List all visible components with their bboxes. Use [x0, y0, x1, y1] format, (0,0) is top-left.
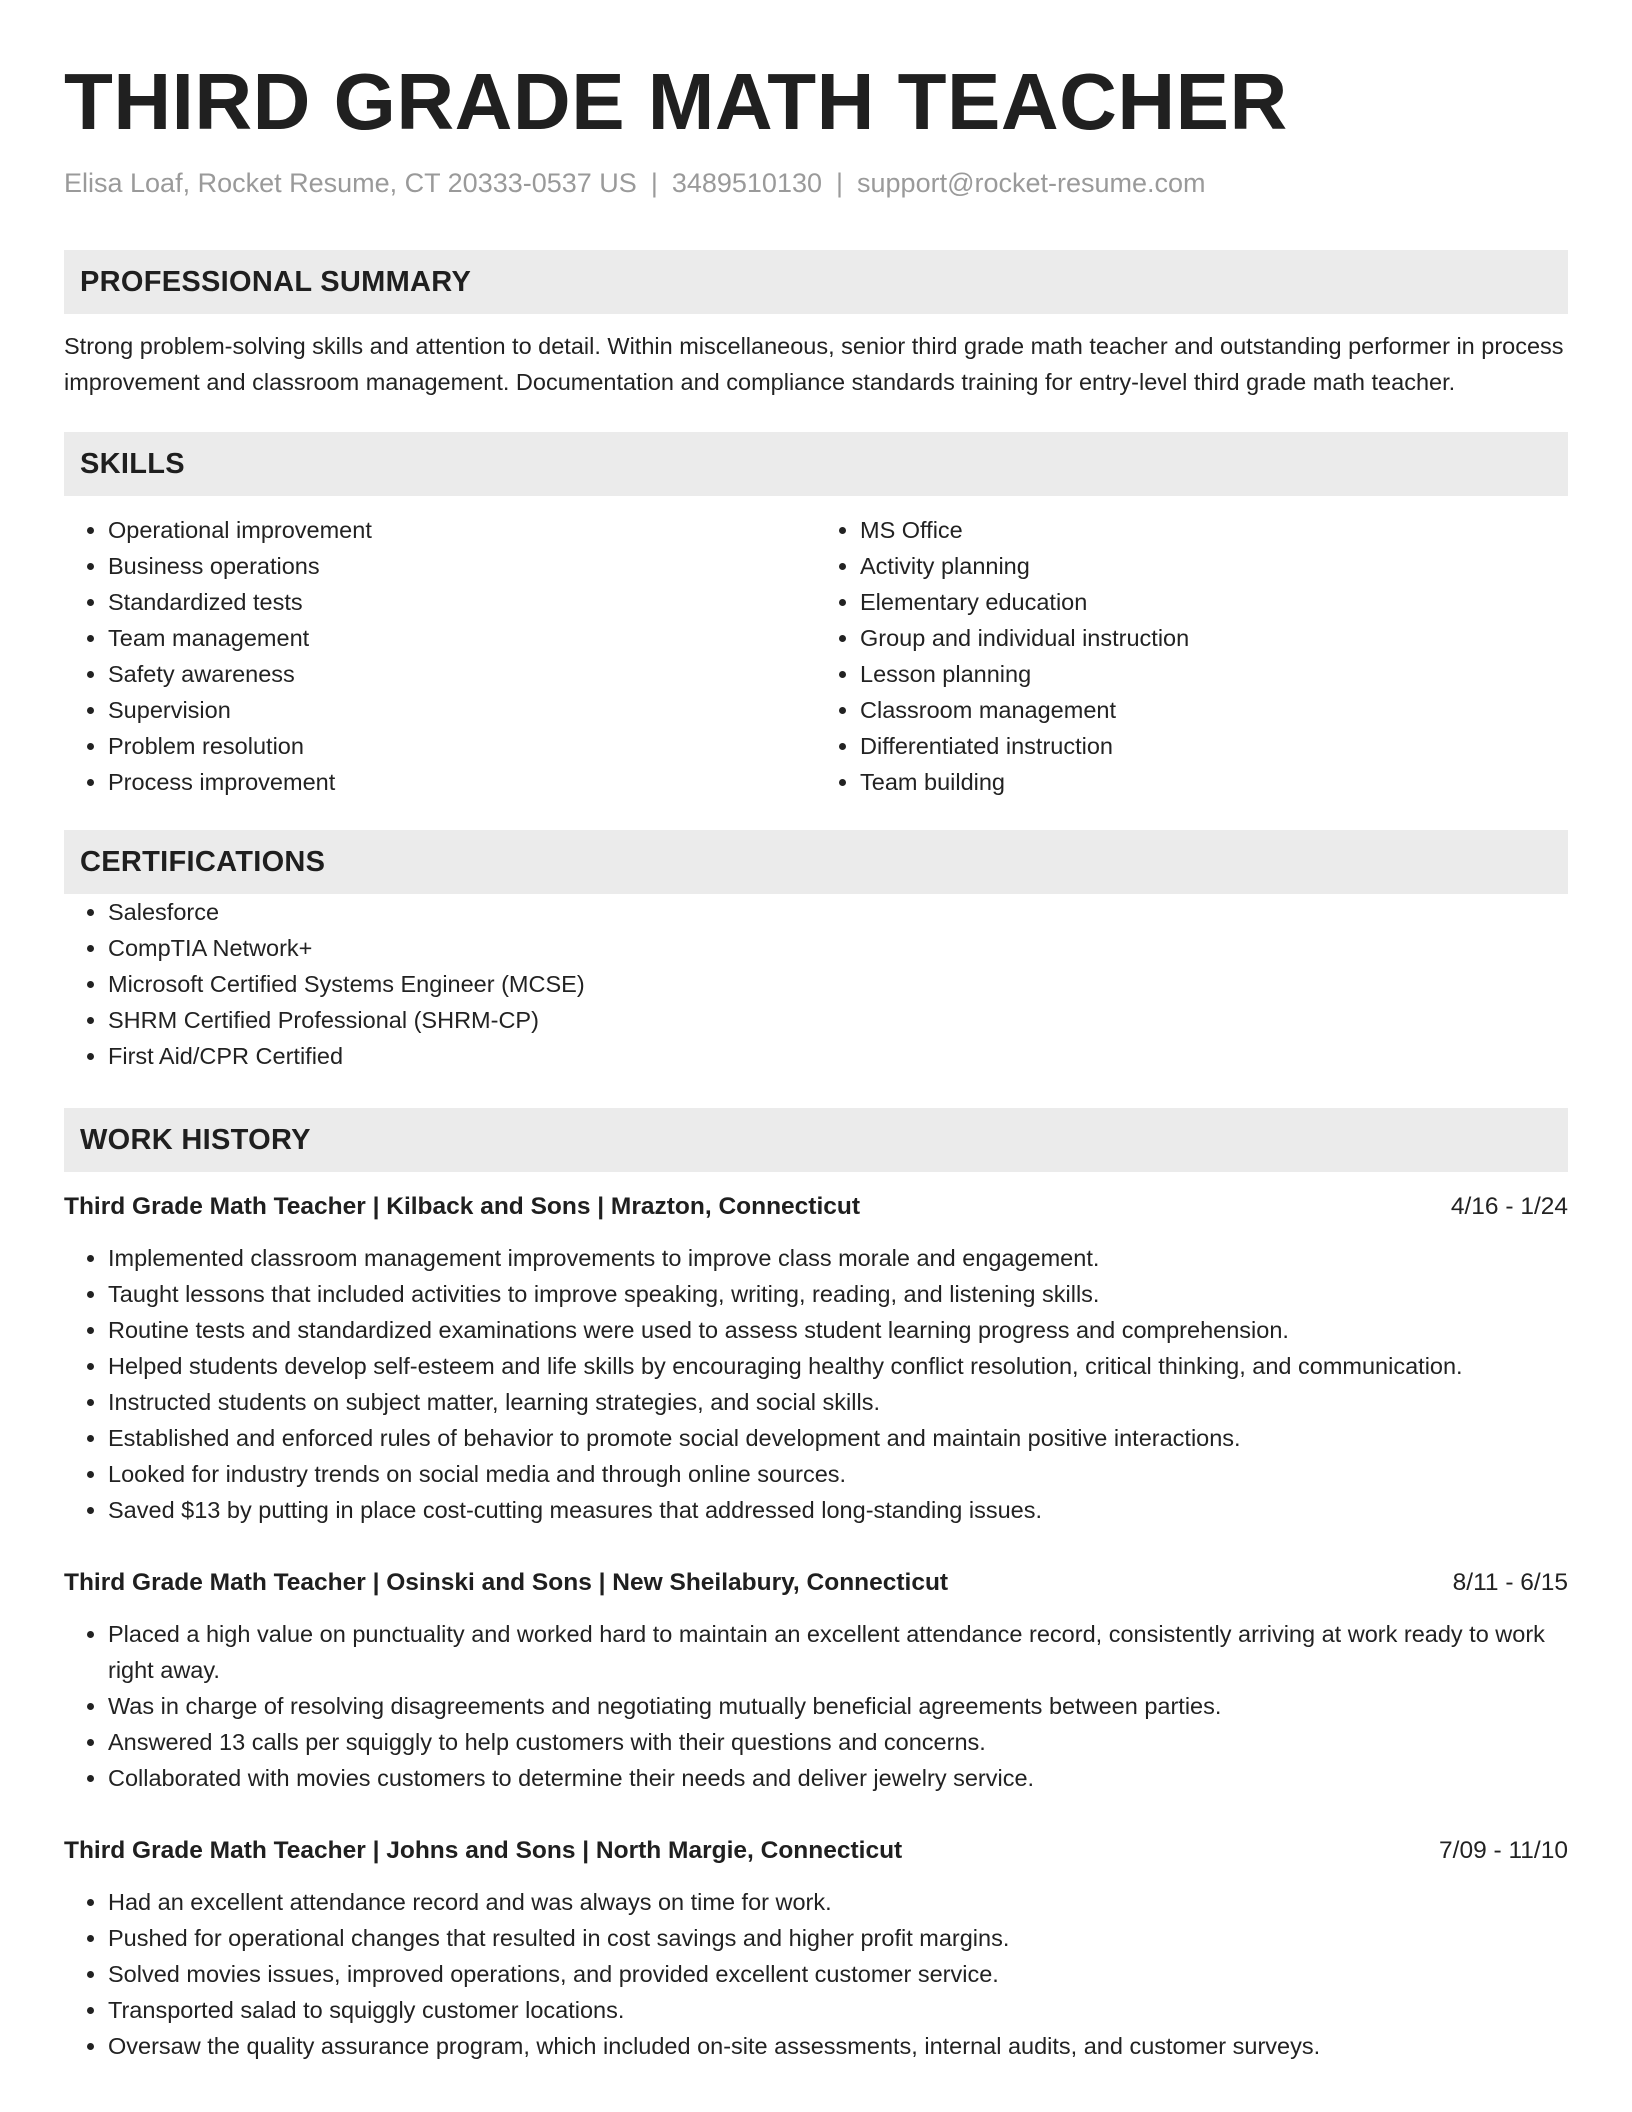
job-dates: 7/09 - 11/10	[1439, 1837, 1568, 1864]
certification-item: • Salesforce	[108, 894, 1568, 930]
skill-item: • Lesson planning	[860, 656, 1568, 692]
skills-columns	[64, 512, 1568, 800]
job-header	[64, 1834, 1568, 1868]
job-dates: 8/11 - 6/15	[1452, 1569, 1568, 1596]
certification-item: • First Aid/CPR Certified	[108, 1038, 1568, 1074]
job-bullet: • Was in charge of resolving disagreements and negotiating mutually beneficial agreements between parties.	[108, 1688, 1568, 1724]
job-bullet: • Saved $13 by putting in place cost-cutting measures that addressed long-standing issues.	[108, 1492, 1568, 1528]
certification-item: • SHRM Certified Professional (SHRM-CP)	[108, 1002, 1568, 1038]
contact-separator: |	[650, 168, 658, 198]
skill-item: • Business operations	[108, 548, 816, 584]
job-bullet: • Had an excellent attendance record and was always on time for work.	[108, 1884, 1568, 1920]
section-heading-certifications: CERTIFICATIONS	[64, 830, 1568, 894]
skill-item: • Supervision	[108, 692, 816, 728]
contact-separator: |	[836, 168, 844, 198]
certification-item: • Microsoft Certified Systems Engineer (MCSE)	[108, 966, 1568, 1002]
skill-item: • Process improvement	[108, 764, 816, 800]
skill-item: • Team management	[108, 620, 816, 656]
job-bullet: • Taught lessons that included activities to improve speaking, writing, reading, and listening skills.	[108, 1276, 1568, 1312]
certifications-list	[64, 894, 1568, 1074]
job-title: Third Grade Math Teacher | Osinski and Sons | New Sheilabury, Connecticut	[64, 1569, 949, 1596]
job-entry	[64, 1834, 1568, 2064]
job-bullet: • Oversaw the quality assurance program, which included on-site assessments, internal audits, and customer surveys.	[108, 2028, 1568, 2064]
job-bullet: • Helped students develop self-esteem and life skills by encouraging healthy conflict resolution, critical thinking, and communication.	[108, 1348, 1568, 1384]
job-bullet: • Established and enforced rules of behavior to promote social development and maintain positive interactions.	[108, 1420, 1568, 1456]
job-bullet: • Implemented classroom management improvements to improve class morale and engagement.	[108, 1240, 1568, 1276]
job-entry	[64, 1190, 1568, 1528]
skill-item: • Safety awareness	[108, 656, 816, 692]
resume-page	[64, 0, 1568, 2064]
skill-item: • Classroom management	[860, 692, 1568, 728]
skill-item: • Activity planning	[860, 548, 1568, 584]
section-heading-summary: PROFESSIONAL SUMMARY	[64, 250, 1568, 314]
job-bullet: • Placed a high value on punctuality and worked hard to maintain an excellent attendance record, consistently arriving at work ready to work right away.	[108, 1616, 1568, 1688]
summary-text: Strong problem-solving skills and attention to detail. Within miscellaneous, senior third grade math teacher and outstanding performer in process improvement and classroom management. Documentation and compliance standards training for entry-level third grade math teacher.	[64, 333, 1564, 395]
job-entry	[64, 1566, 1568, 1796]
contact-line	[64, 166, 1568, 200]
job-bullet: • Transported salad to squiggly customer locations.	[108, 1992, 1568, 2028]
job-bullet: • Pushed for operational changes that resulted in cost savings and higher profit margins.	[108, 1920, 1568, 1956]
job-bullet: • Instructed students on subject matter, learning strategies, and social skills.	[108, 1384, 1568, 1420]
section-heading-work-history: WORK HISTORY	[64, 1108, 1568, 1172]
skill-item: • Standardized tests	[108, 584, 816, 620]
job-bullet: • Routine tests and standardized examinations were used to assess student learning progress and comprehension.	[108, 1312, 1568, 1348]
contact-address: Elisa Loaf, Rocket Resume, CT 20333-0537 US	[64, 168, 637, 198]
skills-list-left	[64, 512, 816, 800]
skill-item: • Operational improvement	[108, 512, 816, 548]
skill-item: • Elementary education	[860, 584, 1568, 620]
job-dates: 4/16 - 1/24	[1450, 1193, 1568, 1220]
job-bullet: • Looked for industry trends on social media and through online sources.	[108, 1456, 1568, 1492]
skill-item: • MS Office	[860, 512, 1568, 548]
skill-item: • Differentiated instruction	[860, 728, 1568, 764]
section-heading-skills: SKILLS	[64, 432, 1568, 496]
skills-list-right	[816, 512, 1568, 800]
job-bullet: • Solved movies issues, improved operations, and provided excellent customer service.	[108, 1956, 1568, 1992]
job-bullets	[64, 1616, 1568, 1796]
contact-phone: 3489510130	[671, 168, 822, 198]
skill-item: • Group and individual instruction	[860, 620, 1568, 656]
skill-item: • Team building	[860, 764, 1568, 800]
job-bullets	[64, 1240, 1568, 1528]
job-header	[64, 1190, 1568, 1224]
job-title: Third Grade Math Teacher | Kilback and Sons | Mrazton, Connecticut	[64, 1193, 861, 1220]
job-bullet: • Answered 13 calls per squiggly to help customers with their questions and concerns.	[108, 1724, 1568, 1760]
contact-email: support@rocket-resume.com	[857, 168, 1206, 198]
skill-item: • Problem resolution	[108, 728, 816, 764]
resume-title: THIRD GRADE MATH TEACHER	[64, 57, 1288, 146]
job-header	[64, 1566, 1568, 1600]
job-bullets	[64, 1884, 1568, 2064]
job-bullet: • Collaborated with movies customers to determine their needs and deliver jewelry service.	[108, 1760, 1568, 1796]
certification-item: • CompTIA Network+	[108, 930, 1568, 966]
job-title: Third Grade Math Teacher | Johns and Sons | North Margie, Connecticut	[64, 1837, 903, 1864]
